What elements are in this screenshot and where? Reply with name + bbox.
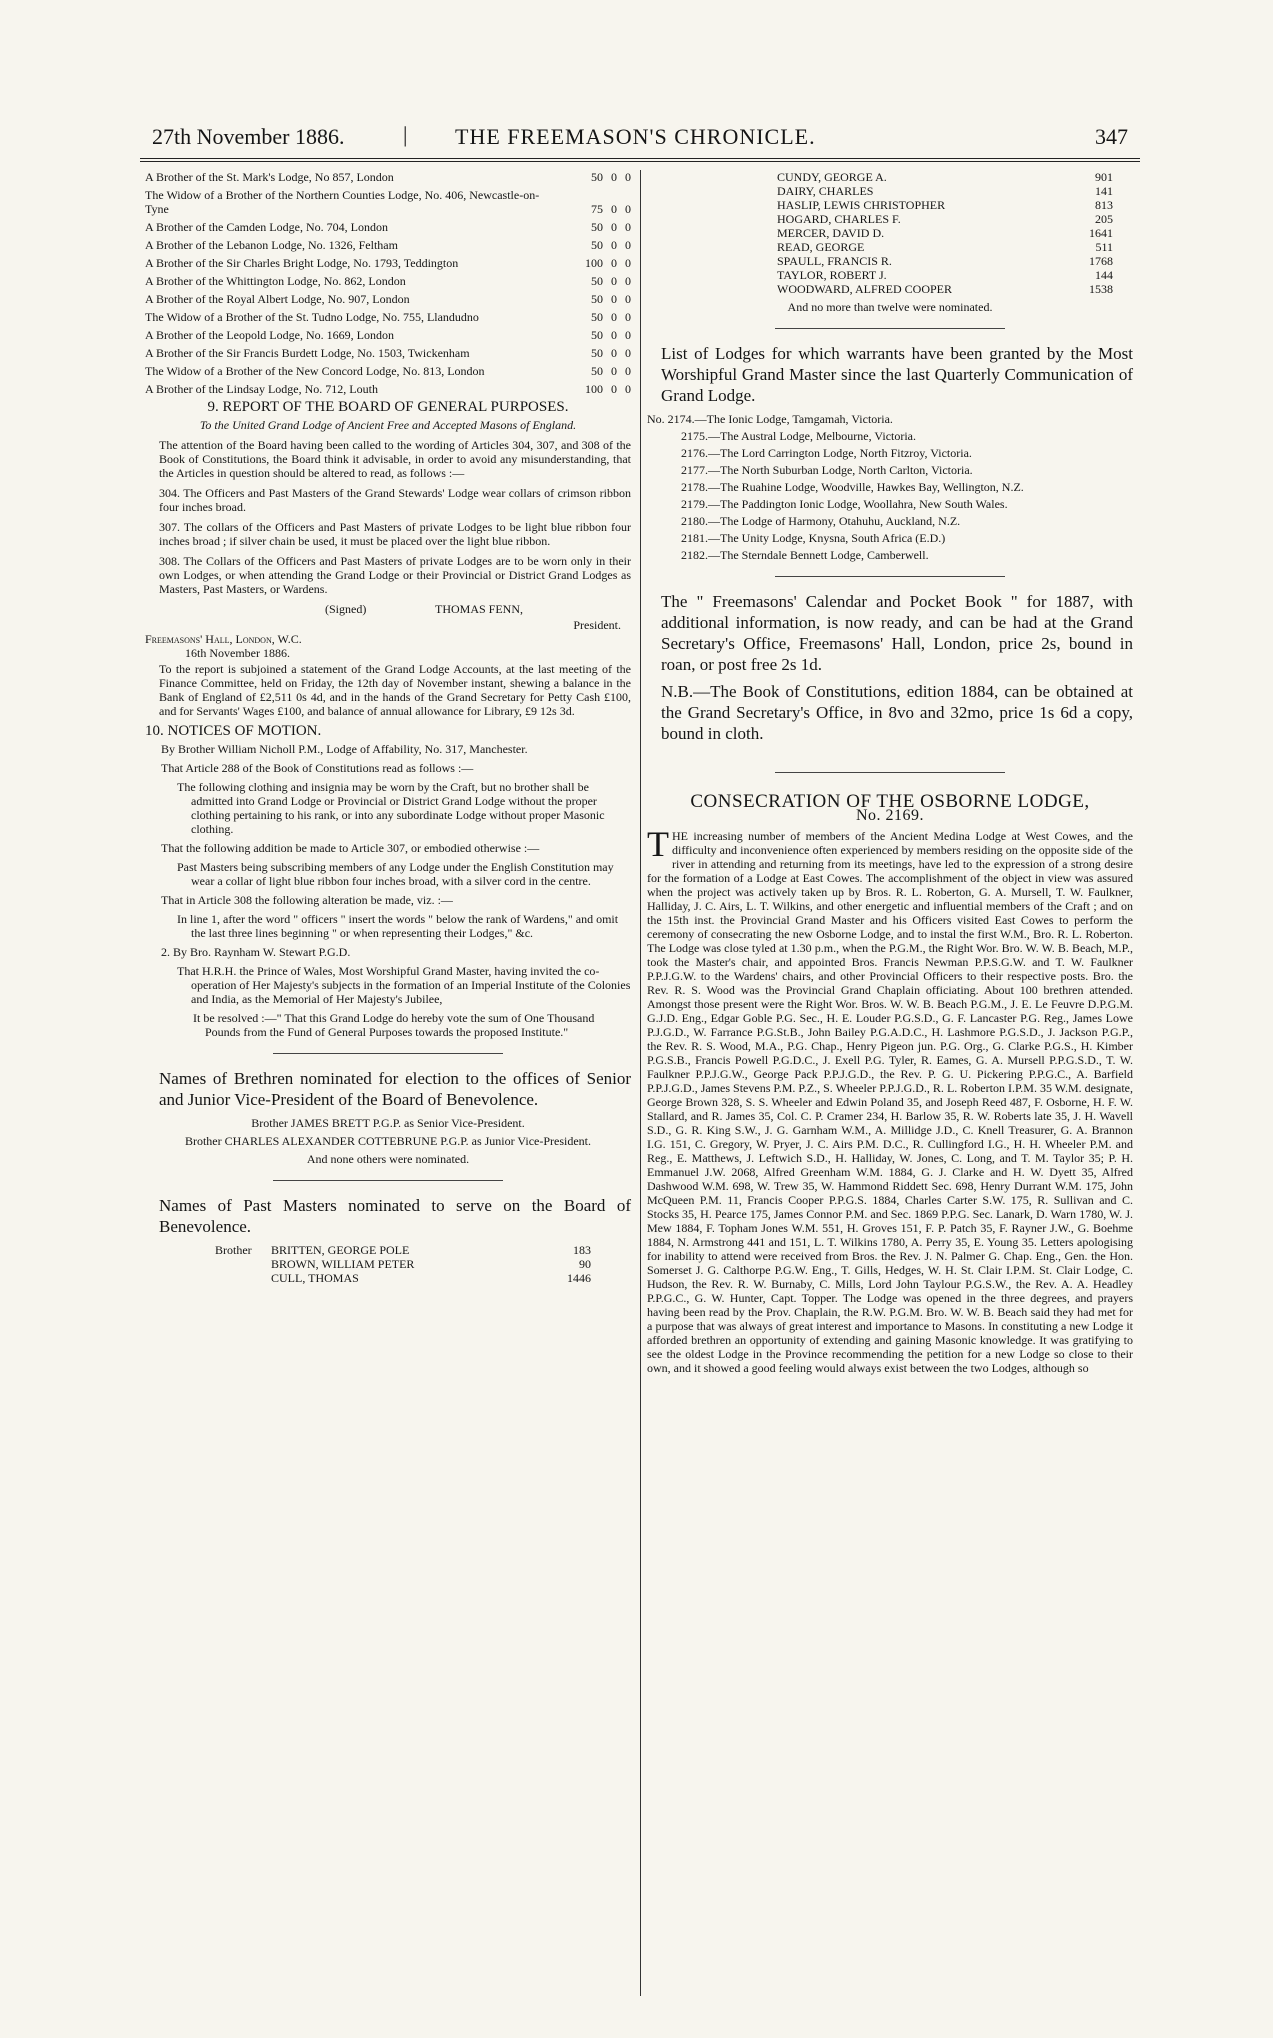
- shillings: 0: [611, 256, 617, 270]
- past-masters-heading: Names of Past Masters nominated to serve on the Board of Benevolence.: [159, 1196, 631, 1236]
- lodge-warrant-item: 2181.—The Unity Lodge, Knysna, South Africa (E.D.): [681, 531, 946, 545]
- past-masters-names: [271, 1243, 591, 1285]
- motion-1-past-masters: Past Masters being subscribing members of any Lodge under the English Constitution may wear a collar of light blue ribbon four inches broad, with a silver cord in the centre.: [177, 860, 614, 888]
- pence: 0: [625, 310, 631, 324]
- pounds: 50: [591, 274, 603, 288]
- pence: 0: [625, 274, 631, 288]
- motions-heading: 10. NOTICES OF MOTION.: [145, 723, 322, 739]
- signer-title: President.: [573, 618, 621, 632]
- lodge-number: 901: [1095, 170, 1113, 184]
- nominee-name: HASLIP, LEWIS CHRISTOPHER: [777, 198, 946, 212]
- section-divider: [775, 328, 1005, 329]
- pence: 0: [625, 256, 631, 270]
- none-others: And none others were nominated.: [306, 1152, 470, 1166]
- pounds: 50: [591, 292, 603, 306]
- donation-amount: [561, 170, 631, 184]
- nominee-senior: Brother JAMES BRETT P.G.P. as Senior Vice-President.: [251, 1116, 525, 1130]
- donation-row: [145, 382, 631, 396]
- lodge-warrant-item: 2175.—The Austral Lodge, Melbourne, Victoria.: [681, 429, 917, 443]
- lodge-warrant-item: 2177.—The North Suburban Lodge, North Carlton, Victoria.: [681, 463, 973, 477]
- nominee-name: BROWN, WILLIAM PETER: [271, 1257, 415, 1271]
- consecration-title: CONSECRATION OF THE OSBORNE LODGE,: [690, 791, 1090, 812]
- donation-text: A Brother of the Leopold Lodge, No. 1669, London: [145, 328, 394, 342]
- drop-cap: T: [647, 824, 669, 864]
- donation-amount: [561, 346, 631, 360]
- shillings: 0: [611, 292, 617, 306]
- lodge-warrant-item: 2180.—The Lodge of Harmony, Otahuhu, Auckland, N.Z.: [681, 514, 961, 528]
- pence: 0: [625, 202, 631, 216]
- section-divider: [775, 772, 1005, 773]
- page-header: [140, 124, 1140, 154]
- nominee-row: [271, 1243, 591, 1257]
- page-number: 347: [1095, 124, 1128, 149]
- donation-amount: [561, 274, 631, 288]
- pence: 0: [625, 346, 631, 360]
- shillings: 0: [611, 310, 617, 324]
- pence: 0: [625, 364, 631, 378]
- lodge-number: 813: [1095, 198, 1113, 212]
- lodge-number: 1446: [567, 1271, 591, 1285]
- shillings: 0: [611, 382, 617, 396]
- header-separator: |: [403, 122, 408, 147]
- motion-1-intro: By Brother William Nicholl P.M., Lodge of Affability, No. 317, Manchester.: [161, 742, 528, 756]
- motion-2-prince: That H.R.H. the Prince of Wales, Most Worshipful Grand Master, having invited the co-operation of Her Majesty's subjects in the formation of an Imperial Institute of the Colonies and India, as the Memorial of Her Majesty's Jubilee,: [177, 964, 631, 1006]
- nominee-row: [777, 226, 1113, 240]
- signer-name: THOMAS FENN,: [435, 602, 524, 616]
- nominee-name: TAYLOR, ROBERT J.: [777, 268, 887, 282]
- pounds: 50: [591, 346, 603, 360]
- section-divider: [273, 1053, 503, 1054]
- calendar-paragraph: The " Freemasons' Calendar and Pocket Book " for 1887, with additional information, is now ready, and can be had at the Grand Secretary's Office, Freemasons' Hall, London, price 2s, bound in roan, or post free 2s 1d.: [661, 592, 1133, 674]
- donation-text: A Brother of the Camden Lodge, No. 704, London: [145, 220, 388, 234]
- donation-row: [145, 364, 631, 378]
- nominee-row: [271, 1257, 591, 1271]
- donation-text: A Brother of the Lebanon Lodge, No. 1326, Feltham: [145, 238, 398, 252]
- signature-line: [145, 602, 631, 616]
- lodge-warrant-item: 2178.—The Ruahine Lodge, Woodville, Hawkes Bay, Wellington, N.Z.: [681, 480, 1024, 494]
- donations-list: [145, 170, 631, 396]
- donation-row: [145, 328, 631, 342]
- donation-row: [145, 274, 631, 288]
- report-paragraph: The attention of the Board having been called to the wording of Articles 304, 307, and 308 of the Book of Constitutions, the Board think it advisable, in order to avoid any misunderstanding, that the Articles in question should be altered to read, as follows :—: [159, 438, 631, 480]
- donation-amount: [561, 256, 631, 270]
- accounts-paragraph: To the report is subjoined a statement of the Grand Lodge Accounts, at the last meeting of the Finance Committee, held on Friday, the 12th day of November instant, shewing a balance in the Bank of England of £2,511 0s 4d, and in the hands of the Grand Secretary for Petty Cash £100, and for Servants' Wages £100, and balance of annual allowance for Library, £9 12s 3d.: [159, 662, 631, 718]
- nominee-junior: Brother CHARLES ALEXANDER COTTEBRUNE P.G.P. as Junior Vice-President.: [184, 1134, 592, 1148]
- shillings: 0: [611, 202, 617, 216]
- lodges-heading: List of Lodges for which warrants have been granted by the Most Worshipful Grand Master since the last Quarterly Communication of Grand Lodge.: [661, 344, 1133, 405]
- donation-amount: [561, 328, 631, 342]
- past-masters-list-left: [145, 1243, 631, 1285]
- article-308: 308. The Collars of the Officers and Past Masters of private Lodges are to be worn only in their own Lodges, or when attending the Grand Lodge or their Provincial or District Grand Lodges as Masters, Past Masters, or Wardens.: [159, 554, 631, 596]
- nominations-heading: Names of Brethren nominated for election to the offices of Senior and Junior Vice-President of the Board of Benevolence.: [159, 1069, 631, 1109]
- donation-amount: [561, 238, 631, 252]
- consecration-subtitle: No. 2169.: [855, 807, 925, 824]
- donation-text: A Brother of the Royal Albert Lodge, No. 907, London: [145, 292, 410, 306]
- nominee-name: CULL, THOMAS: [271, 1271, 359, 1285]
- nominee-name: SPAULL, FRANCIS R.: [777, 254, 892, 268]
- donation-text: The Widow of a Brother of the St. Tudno Lodge, No. 755, Llandudno: [145, 310, 479, 324]
- pounds: 50: [591, 328, 603, 342]
- motion-2-resolution: It be resolved :—" That this Grand Lodge do hereby vote the sum of One Thousand Pounds from the Fund of General Purposes towards the proposed Institute.": [193, 1011, 595, 1039]
- lodge-warrant-item: 2176.—The Lord Carrington Lodge, North Fitzroy, Victoria.: [681, 446, 972, 460]
- article-304: 304. The Officers and Past Masters of the Grand Stewards' Lodge wear collars of crimson ribbon four inches broad.: [159, 486, 631, 514]
- donation-text: The Widow of a Brother of the Northern Counties Lodge, No. 406, Newcastle-on-Tyne: [145, 188, 540, 216]
- pounds: 50: [591, 170, 603, 184]
- nominee-row: [271, 1271, 591, 1285]
- lodge-number: 1538: [1089, 282, 1113, 296]
- past-masters-list-right: [647, 170, 1133, 296]
- nominee-row: [777, 170, 1113, 184]
- motion-1-addition: That the following addition be made to Article 307, or embodied otherwise :—: [161, 841, 540, 855]
- donation-amount: [561, 292, 631, 306]
- donation-amount: [561, 202, 631, 216]
- pounds: 50: [591, 220, 603, 234]
- pounds: 50: [591, 238, 603, 252]
- lodge-warrant-item: No. 2174.—The Ionic Lodge, Tamgamah, Victoria.: [647, 412, 893, 426]
- constitutions-paragraph: N.B.—The Book of Constitutions, edition 1884, can be obtained at the Grand Secretary's Office, in 8vo and 32mo, price 1s 6d a copy, bound in cloth.: [661, 682, 1133, 743]
- article-307: 307. The collars of the Officers and Past Masters of private Lodges to be light blue ribbon four inches broad ; if silver chain be used, it must be placed over the light blue ribbon.: [159, 520, 631, 548]
- nominee-name: MERCER, DAVID D.: [777, 226, 885, 240]
- issue-date: 27th November 1886.: [152, 124, 345, 149]
- nominee-name: HOGARD, CHARLES F.: [777, 212, 901, 226]
- no-more-nominated: And no more than twelve were nominated.: [787, 300, 993, 314]
- donation-text: A Brother of the St. Mark's Lodge, No 857, London: [145, 170, 394, 184]
- motion-1-line-1: In line 1, after the word " officers " insert the words " below the rank of Wardens," and omit the last three lines beginning " or when representing their Lodges," &c.: [177, 912, 619, 940]
- donation-text: A Brother of the Sir Charles Bright Lodge, No. 1793, Teddington: [145, 256, 459, 270]
- donation-row: [145, 346, 631, 360]
- nominee-row: [777, 198, 1113, 212]
- donation-amount: [561, 220, 631, 234]
- nominee-name: WOODWARD, ALFRED COOPER: [777, 282, 953, 296]
- pence: 0: [625, 170, 631, 184]
- lodge-warrant-item: 2179.—The Paddington Ionic Lodge, Woollahra, New South Wales.: [681, 497, 1008, 511]
- motion-1-article-288: That Article 288 of the Book of Constitutions read as follows :—: [161, 761, 474, 775]
- shillings: 0: [611, 328, 617, 342]
- pence: 0: [625, 238, 631, 252]
- shillings: 0: [611, 170, 617, 184]
- lodge-number: 1768: [1089, 254, 1113, 268]
- donation-amount: [561, 310, 631, 324]
- lodge-number: 141: [1095, 184, 1113, 198]
- signed-label: (Signed): [325, 602, 367, 616]
- pounds: 100: [585, 256, 603, 270]
- lodge-warrant-item: 2182.—The Sterndale Bennett Lodge, Camberwell.: [681, 548, 929, 562]
- shillings: 0: [611, 238, 617, 252]
- nominee-name: READ, GEORGE: [777, 240, 865, 254]
- shillings: 0: [611, 346, 617, 360]
- lodge-number: 205: [1095, 212, 1113, 226]
- nominee-row: [777, 240, 1113, 254]
- lodge-number: 90: [579, 1257, 591, 1271]
- nominee-name: DAIRY, CHARLES: [777, 184, 874, 198]
- motion-2-intro: 2. By Bro. Raynham W. Stewart P.G.D.: [161, 945, 351, 959]
- pence: 0: [625, 382, 631, 396]
- donation-row: [145, 188, 631, 216]
- report-heading: 9. REPORT OF THE BOARD OF GENERAL PURPOSES.: [207, 399, 569, 415]
- lodge-number: 144: [1095, 268, 1113, 282]
- shillings: 0: [611, 220, 617, 234]
- lodge-number: 1641: [1089, 226, 1113, 240]
- section-divider: [775, 576, 1005, 577]
- donation-amount: [561, 382, 631, 396]
- donation-text: A Brother of the Sir Francis Burdett Lodge, No. 1503, Twickenham: [145, 346, 470, 360]
- pounds: 50: [591, 364, 603, 378]
- donation-row: [145, 292, 631, 306]
- lodges-list: [647, 412, 1133, 562]
- consecration-body: [647, 824, 1133, 1375]
- nominee-row: [777, 254, 1113, 268]
- masthead-title: THE FREEMASON'S CHRONICLE.: [455, 124, 816, 149]
- brother-label: Brother: [215, 1243, 252, 1257]
- lodge-number: 511: [1095, 240, 1113, 254]
- nominee-row: [777, 268, 1113, 282]
- consecration-text: HE increasing number of members of the Ancient Medina Lodge at West Cowes, and the difficulty and inconvenience often experienced by members residing on the opposite side of the river in attending and returning from its meetings, have led to the expression of a strong desire for the formation of a Lodge at East Cowes. The accomplishment of the object in view was assured when the project was actively taken up by Bros. R. L. Roberton, G. A. Mursell, T. W. Faulkner, Halliday, J. C. Airs, L. T. Wilkins, and other energetic and influential members of the Craft ; and on the 15th inst. the Provincial Grand Master and his Officers visited East Cowes to perform the ceremony of consecrating the new Osborne Lodge, and to instal the first W.M., Bro. R. L. Roberton. The Lodge was close tyled at 1.30 p.m., when the P.G.M., the Right Wor. Bro. W. W. B. Beach, M.P., took the Master's chair, and appointed Bros. Francis Newman P.P.S.G.W. and T. W. Faulkner P.P.J.G.W. to the Wardens' chairs, and other Provincial Officers to their respective posts. Bro. the Rev. R. S. Wood was the Provincial Grand Chaplain officiating. About 100 brethren attended. Amongst those present were the Right Wor. Bros. W. W. B. Beach P.G.M., J. E. Le Feuvre D.P.G.M. G.J.D. Eng., Edgar Goble P.G. Sec., H. E. Louder P.G.S.D., G. F. Lancaster P.G. Reg., James Lowe P.J.G.D., W. Farrance P.G.St.B., John Bailey P.G.A.D.C., H. Lashmore P.G.S.D., J. Jackson P.G.P., the Rev. R. S. Wood, M.A., P.G. Chap., Henry Pigeon jun. P.G. Org., G. Clarke P.G.S., H. Kimber P.G.S.B., Francis Powell P.G.D.C., J. Exell P.G. Tyler, R. Eames, G. A. Mursell P.P.G.S.D., T. W. Faulkner P.P.J.G.W., George Pack P.P.J.G.D., the Rev. P. G. U. Pickering P.P.G.C., A. Barfield P.P.J.G.D., James Stevens P.M. P.Z., S. Wheeler P.P.J.G.D., R. L. Roberton I.P.M. 35 W.M. designate, George Brown 328, S. S. Wheeler and Edwin Poland 35, and Joseph Reed 487, F. Osborne, H. F. W. Stallard, and R. James 35, Col. C. P. Cramer 234, H. Barlow 35, R. W. Roberts late 35, J. H. Wavell S.D., G. R. King S.W., J. G. Garnham W.M., A. Millidge J.D., C. Knell Treasurer, G. A. Brannon I.G. 151, C. Gregory, W. Pryer, J. C. Airs P.M. D.C., R. Cullingford I.G., H. H. Wheeler P.M. and Reg., E. Matthews, J. Leftwich S.D., H. Halliday, W. Jones, C. Long, and T. M. Taylor 35; P. H. Emmanuel J.W. 2068, Alfred Greenham W.M. 1884, G. J. Clarke and H. W. Dyett 35, Alfred Dashwood W.M. 698, W. Trew 35, W. Hammond Riddett Sec. 698, Henry Durrant W.M. 175, John McQueen P.M. 11, Francis Cooper P.P.G.S. 1884, Charles Carter S.W. 175, R. Sullivan and C. Stocks 35, H. Pearce 175, James Connor P.M. and Sec. 1869 P.P.G. Sec. Lanark, D. Warn 1780, W. J. Mew 1884, F. Topham Jones W.M. 551, H. Groves 151, F. P. Patch 35, F. Rayner J.W., G. Boehme 1884, N. Armstrong 441 and 151, L. T. Wilkins 1780, A. Perry 35, E. Young 35. Letters apologising for inability to attend were received from Bros. the Rev. J. N. Palmer G. Chap. Eng., Gen. the Hon. Somerset J. G. Calthorpe P.G.W. Eng., T. Gills, Hedges, W. H. St. Clair I.P.M. St. Clair Lodge, C. Hudson, the Rev. R. W. Burnaby, C. Mills, Lord John Taylour P.G.S.W., the Rev. A. A. Headley P.P.G.C., G. W. Hunter, Capt. Topper. The Lodge was opened in the three degrees, and prayers having been read by the Prov. Chaplain, the R.W. P.G.M. Bro. W. W. B. Beach said they had met for a purpose that was always of great interest and importance to Masons. In constituting a new Lodge it afforded brethren an opportunity of extending and gaining Masonic knowledge. It was gratifying to see the oldest Lodge in the Province recommending the petition for a new Lodge so close to their own, and it showed a good feeling would always exist between the two Lodges, although so: [647, 829, 1133, 1375]
- header-rule: [140, 158, 1140, 159]
- shillings: 0: [611, 274, 617, 288]
- nominee-name: BRITTEN, GEORGE POLE: [271, 1243, 410, 1257]
- left-column: [145, 170, 631, 1285]
- donation-text: The Widow of a Brother of the New Concord Lodge, No. 813, London: [145, 364, 485, 378]
- donation-text: A Brother of the Whittington Lodge, No. 862, London: [145, 274, 406, 288]
- right-column: [647, 170, 1133, 1381]
- pence: 0: [625, 328, 631, 342]
- shillings: 0: [611, 364, 617, 378]
- motion-1-clothing: The following clothing and insignia may be worn by the Craft, but no brother shall be admitted into Grand Lodge or Provincial or District Grand Lodge without the proper clothing pertaining to his rank, or into any subordinate Lodge without proper Masonic clothing.: [177, 780, 605, 836]
- hall-date: 16th November 1886.: [185, 646, 290, 660]
- hall-address: Freemasons' Hall, London, W.C.: [145, 632, 302, 646]
- donation-amount: [561, 364, 631, 378]
- donation-row: [145, 170, 631, 184]
- pounds: 75: [591, 202, 603, 216]
- nominee-name: CUNDY, GEORGE A.: [777, 170, 887, 184]
- pounds: 50: [591, 310, 603, 324]
- pence: 0: [625, 292, 631, 306]
- lodge-number: 183: [573, 1243, 591, 1257]
- column-divider: [640, 170, 641, 1996]
- nominee-row: [777, 212, 1113, 226]
- donation-row: [145, 238, 631, 252]
- donation-row: [145, 256, 631, 270]
- donation-row: [145, 220, 631, 234]
- pence: 0: [625, 220, 631, 234]
- header-rule-2: [140, 161, 1140, 162]
- donation-text: A Brother of the Lindsay Lodge, No. 712, Louth: [145, 382, 378, 396]
- section-divider: [273, 1180, 503, 1181]
- nominee-row: [777, 282, 1113, 296]
- donation-row: [145, 310, 631, 324]
- nominee-row: [777, 184, 1113, 198]
- report-addressee: To the United Grand Lodge of Ancient Free and Accepted Masons of England.: [199, 418, 577, 432]
- pounds: 100: [585, 382, 603, 396]
- motion-1-alteration: That in Article 308 the following alteration be made, viz. :—: [161, 893, 453, 907]
